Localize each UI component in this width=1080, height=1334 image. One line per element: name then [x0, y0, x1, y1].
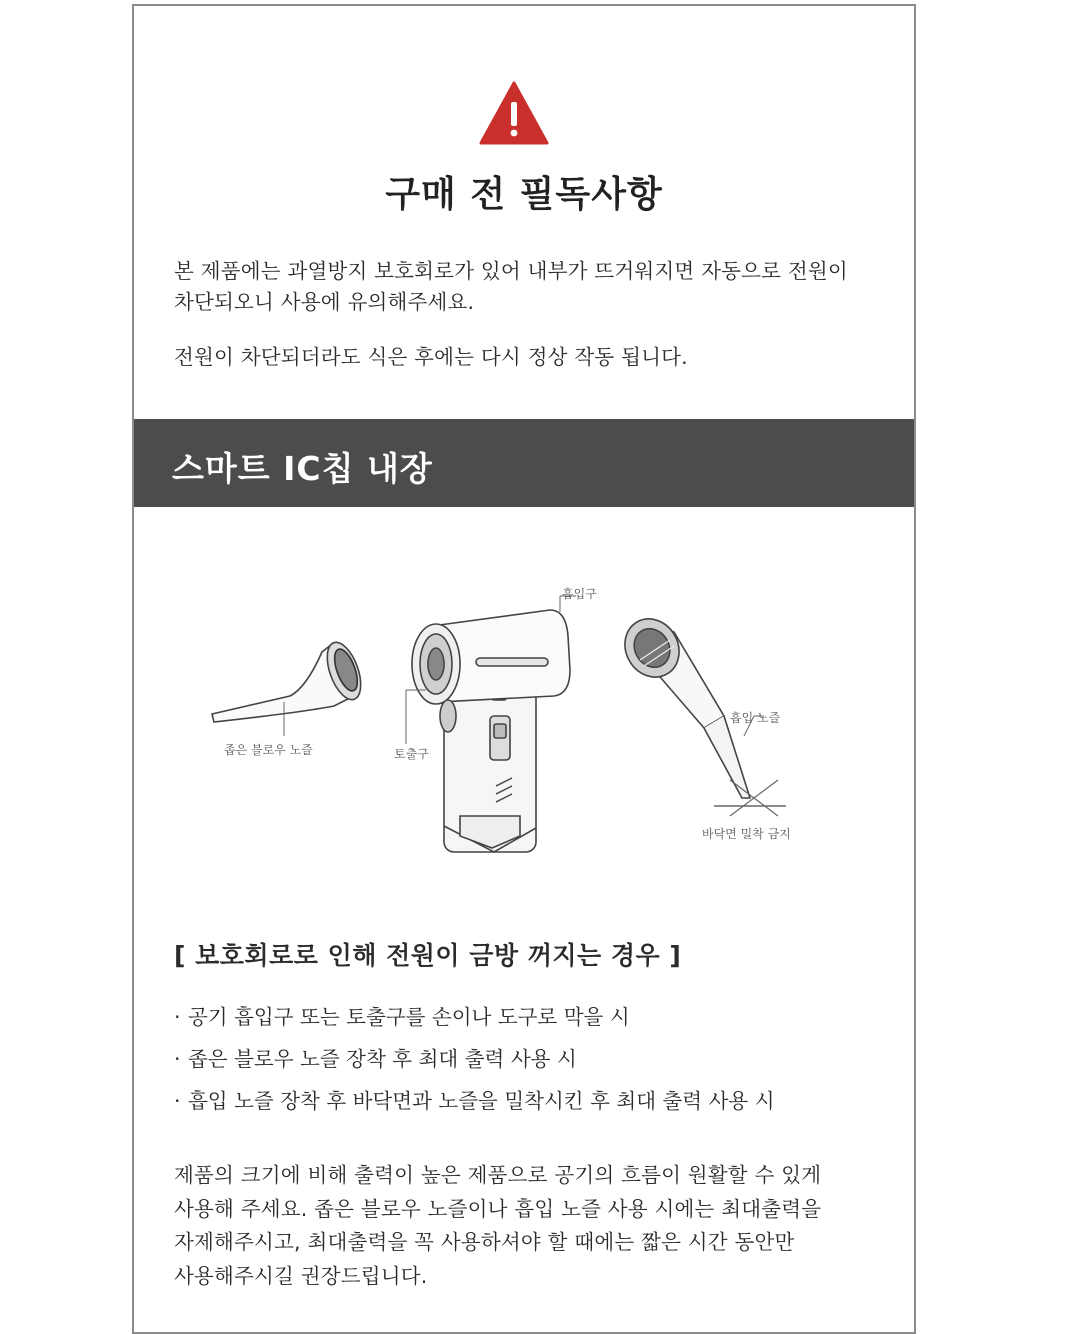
- section-banner: [134, 419, 914, 507]
- warning-triangle-icon: [479, 80, 549, 146]
- list-item: · 좁은 블로우 노즐 장착 후 최대 출력 사용 시: [174, 1047, 577, 1071]
- overheat-paragraph: 본 제품에는 과열방지 보호회로가 있어 내부가 뜨거워지면 자동으로 전원이 차단되오니 사용에 유의해주세요.: [174, 259, 848, 314]
- cases-list: [174, 996, 775, 1122]
- label-no-floor-contact: 바닥면 밀착 금지: [702, 827, 791, 841]
- product-diagram: [174, 566, 874, 866]
- blower-body-illustration: [406, 596, 576, 852]
- narrow-nozzle-illustration: [212, 638, 367, 736]
- cases-heading: [ 보호회로로 인해 전원이 금방 꺼지는 경우 ]: [174, 941, 682, 970]
- banner-title: 스마트 IC칩 내장: [172, 449, 433, 488]
- list-item: · 공기 흡입구 또는 토출구를 손이나 도구로 막을 시: [174, 1005, 630, 1029]
- list-item: · 흡입 노즐 장착 후 바닥면과 노즐을 밀착시킨 후 최대 출력 사용 시: [174, 1089, 775, 1113]
- notice-card: [132, 4, 916, 1334]
- label-narrow-nozzle: 좁은 블로우 노즐: [224, 743, 313, 757]
- label-inlet: 흡입구: [562, 587, 597, 601]
- label-suction-nozzle: 흡입 노즐: [730, 711, 781, 725]
- restart-paragraph: 전원이 차단되더라도 식은 후에는 다시 정상 작동 됩니다.: [174, 345, 688, 369]
- notice-title: 구매 전 필독사항: [385, 174, 663, 215]
- label-outlet: 토출구: [394, 747, 429, 761]
- usage-advice-paragraph: 제품의 크기에 비해 출력이 높은 제품으로 공기의 흐름이 원활할 수 있게 사용해 주세요. 좁은 블로우 노즐이나 흡입 노즐 사용 시에는 최대출력을 자제해주시고, 최대출력을 꼭 사용하셔야 할 때에는 짧은 시간 동안만 사용해주시길 권장드립니다.: [174, 1163, 822, 1288]
